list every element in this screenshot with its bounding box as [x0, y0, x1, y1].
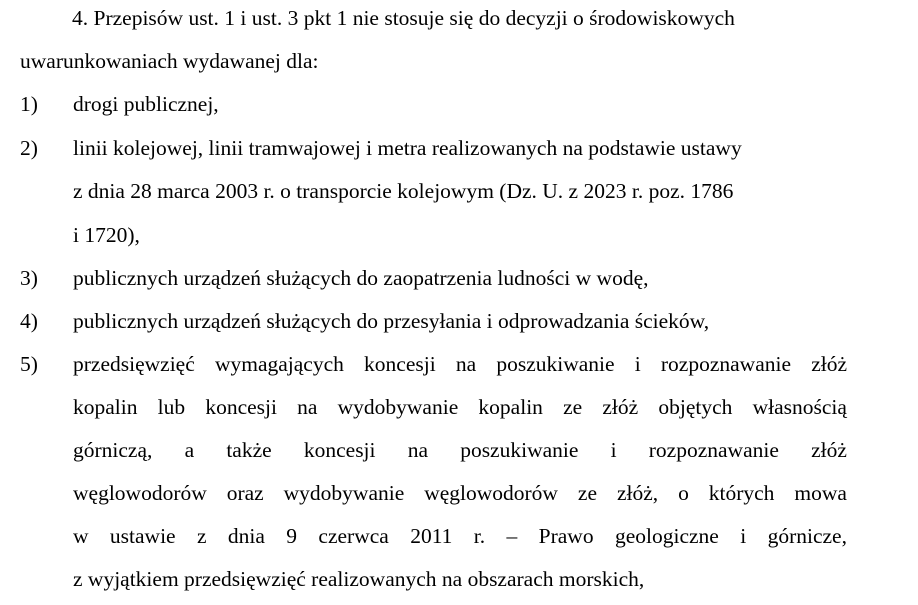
word: własnością [752, 395, 847, 419]
word: kopalin [478, 395, 543, 419]
word: koncesji [364, 352, 436, 376]
list-item-text-line [73, 135, 847, 161]
word: rozpoznawanie [648, 438, 779, 462]
word: w [73, 524, 89, 548]
word: czerwca [318, 524, 389, 548]
word: złóż [811, 352, 847, 376]
list-item-text-line [73, 178, 847, 204]
word: także [226, 438, 272, 462]
word: złóż [602, 395, 639, 419]
word: geologiczne [614, 524, 719, 548]
word: i [610, 438, 617, 462]
list-item-text-line [73, 437, 847, 463]
word: i [634, 352, 641, 376]
word: dnia [227, 524, 265, 548]
word: rozpoznawanie [660, 352, 792, 376]
word: – [506, 524, 518, 548]
word: ze [577, 481, 597, 505]
list-item-text-line: z wyjątkiem przedsięwzięć realizowanych na obszarach morskich, [73, 567, 645, 591]
list-item-number: 1) [20, 92, 38, 116]
word: górnicze, [767, 524, 847, 548]
word: górniczą, [73, 438, 153, 462]
word: węglowodorów [73, 481, 207, 505]
list-item-number: 3) [20, 266, 38, 290]
word: koncesji [205, 395, 277, 419]
word: których [708, 481, 775, 505]
word: r. [473, 524, 486, 548]
paragraph-intro-line-1 [72, 5, 847, 31]
word: z [196, 524, 207, 548]
list-item-text-line: i 1720), [73, 223, 140, 247]
word: 2011 [410, 524, 453, 548]
word: ustawie [109, 524, 176, 548]
list-item-number: 4) [20, 309, 38, 333]
paragraph-intro-line-1-text: 4. Przepisów ust. 1 i ust. 3 pkt 1 nie stosuje się do decyzji o środowiskowych [72, 6, 735, 30]
word: na [455, 352, 477, 376]
word: ze [563, 395, 583, 419]
word: kopalin [73, 395, 138, 419]
list-item-text: z dnia 28 marca 2003 r. o transporcie kolejowym (Dz. U. z 2023 r. poz. 1786 [73, 179, 734, 203]
word: przedsięwzięć [73, 352, 195, 376]
list-item-text: linii kolejowej, linii tramwajowej i metra realizowanych na podstawie ustawy [73, 136, 742, 160]
word: mowa [794, 481, 847, 505]
list-item-text-line: publicznych urządzeń służących do zaopatrzenia ludności w wodę, [73, 266, 649, 290]
word: poszukiwanie [460, 438, 579, 462]
word: koncesji [303, 438, 376, 462]
list-item-text-line [73, 351, 847, 377]
word: oraz [226, 481, 264, 505]
word: lub [157, 395, 186, 419]
word: złóż [811, 438, 847, 462]
word: objętych [658, 395, 733, 419]
word: wydobywanie [337, 395, 459, 419]
word: o [678, 481, 689, 505]
word: na [297, 395, 318, 419]
word: poszukiwanie [496, 352, 615, 376]
word: a [184, 438, 195, 462]
word: wydobywanie [283, 481, 405, 505]
word: i [740, 524, 747, 548]
list-item-text-line [73, 480, 847, 506]
list-item-text-line: publicznych urządzeń służących do przesyłania i odprowadzania ścieków, [73, 309, 710, 333]
list-item-text-line [73, 523, 847, 549]
list-item-text-line [73, 394, 847, 420]
word: wymagających [214, 352, 344, 376]
word: węglowodorów [424, 481, 558, 505]
list-item-number: 2) [20, 136, 38, 160]
list-item-text-line: drogi publicznej, [73, 92, 219, 116]
word: 9 [286, 524, 298, 548]
word: Prawo [538, 524, 594, 548]
word: na [407, 438, 428, 462]
paragraph-intro-line-2: uwarunkowaniach wydawanej dla: [20, 49, 319, 73]
list-item-number: 5) [20, 352, 38, 376]
word: złóż, [616, 481, 659, 505]
